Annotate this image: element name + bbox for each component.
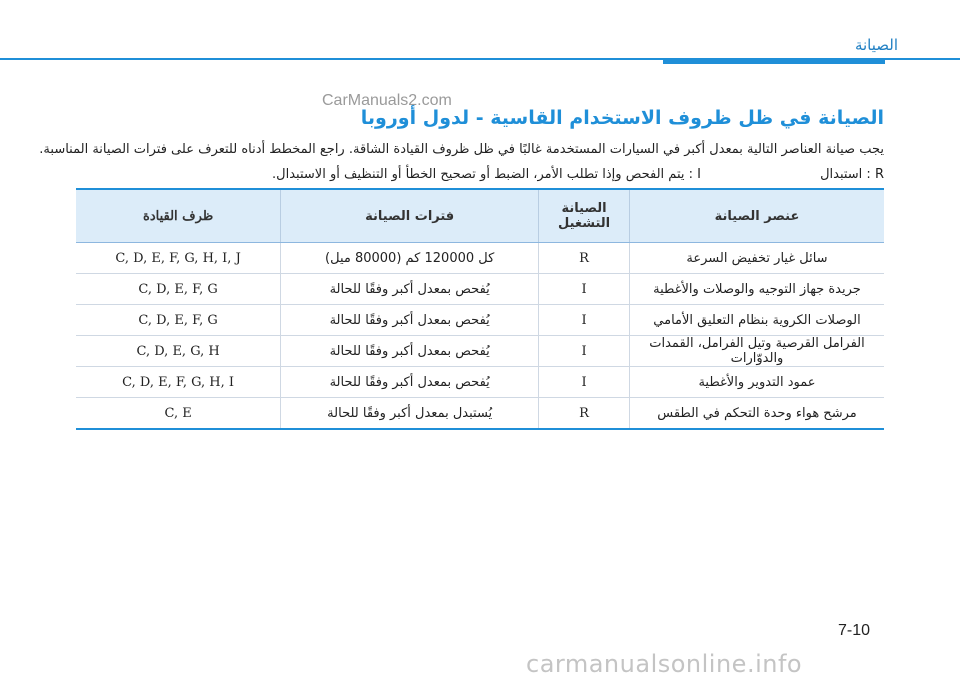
cell-interval: يُستبدل بمعدل أكبر وفقًا للحالة bbox=[281, 398, 539, 430]
cell-item: الوصلات الكروية بنظام التعليق الأمامي bbox=[629, 305, 884, 336]
cell-mode: R bbox=[539, 243, 630, 274]
cell-interval: يُفحص بمعدل أكبر وفقًا للحالة bbox=[281, 305, 539, 336]
cell-mode: I bbox=[539, 274, 630, 305]
cell-condition: C, D, E, F, G, H, I, J bbox=[76, 243, 281, 274]
cell-item: الفرامل القرصية وتيل الفرامل، القمدات والدوّارات bbox=[629, 336, 884, 367]
cell-mode: I bbox=[539, 336, 630, 367]
table-row bbox=[76, 336, 884, 367]
maintenance-table bbox=[76, 188, 884, 430]
cell-item: جريدة جهاز التوجيه والوصلات والأغطية bbox=[629, 274, 884, 305]
intro-paragraph: يجب صيانة العناصر التالية بمعدل أكبر في السيارات المستخدمة غالبًا في ظل ظروف القيادة الشاقة. راجع المخطط أدناه للتعرف على فترات الصيانة المناسبة. bbox=[39, 142, 884, 157]
cell-condition: C, D, E, G, H bbox=[76, 336, 281, 367]
table-row bbox=[76, 305, 884, 336]
table-row bbox=[76, 398, 884, 430]
cell-interval: يُفحص بمعدل أكبر وفقًا للحالة bbox=[281, 274, 539, 305]
cell-condition: C, E bbox=[76, 398, 281, 430]
section-title: الصيانة في ظل ظروف الاستخدام القاسية - لدول أوروبا bbox=[360, 107, 884, 129]
cell-item: عمود التدوير والأغطية bbox=[629, 367, 884, 398]
table-row bbox=[76, 367, 884, 398]
header-mode: الصيانة التشغيل bbox=[539, 189, 630, 243]
header-condition: ظرف القيادة bbox=[76, 189, 281, 243]
legend-inspect: I : يتم الفحص وإذا تطلب الأمر، الضبط أو تصحيح الخطأ أو التنظيف أو الاستبدال. bbox=[272, 167, 701, 182]
cell-item: سائل غيار تخفيض السرعة bbox=[629, 243, 884, 274]
table-row bbox=[76, 243, 884, 274]
table-header-row bbox=[76, 189, 884, 243]
cell-interval: يُفحص بمعدل أكبر وفقًا للحالة bbox=[281, 336, 539, 367]
page-number: 7-10 bbox=[838, 622, 871, 639]
cell-interval: كل 120000 كم (80000 ميل) bbox=[281, 243, 539, 274]
header-interval: فترات الصيانة bbox=[281, 189, 539, 243]
cell-condition: C, D, E, F, G bbox=[76, 274, 281, 305]
cell-interval: يُفحص بمعدل أكبر وفقًا للحالة bbox=[281, 367, 539, 398]
header-item: عنصر الصيانة bbox=[629, 189, 884, 243]
legend-replace: R : استبدال bbox=[820, 167, 884, 182]
chapter-label: الصيانة bbox=[854, 36, 898, 54]
cell-item: مرشح هواء وحدة التحكم في الطقس bbox=[629, 398, 884, 430]
cell-condition: C, D, E, F, G bbox=[76, 305, 281, 336]
table-row bbox=[76, 274, 884, 305]
cell-mode: I bbox=[539, 305, 630, 336]
cell-mode: R bbox=[539, 398, 630, 430]
cell-mode: I bbox=[539, 367, 630, 398]
cell-condition: C, D, E, F, G, H, I bbox=[76, 367, 281, 398]
watermark-bottom: carmanualsonline.info bbox=[526, 650, 803, 678]
watermark-top: CarManuals2.com bbox=[322, 92, 452, 109]
header-accent-bar bbox=[663, 58, 885, 64]
